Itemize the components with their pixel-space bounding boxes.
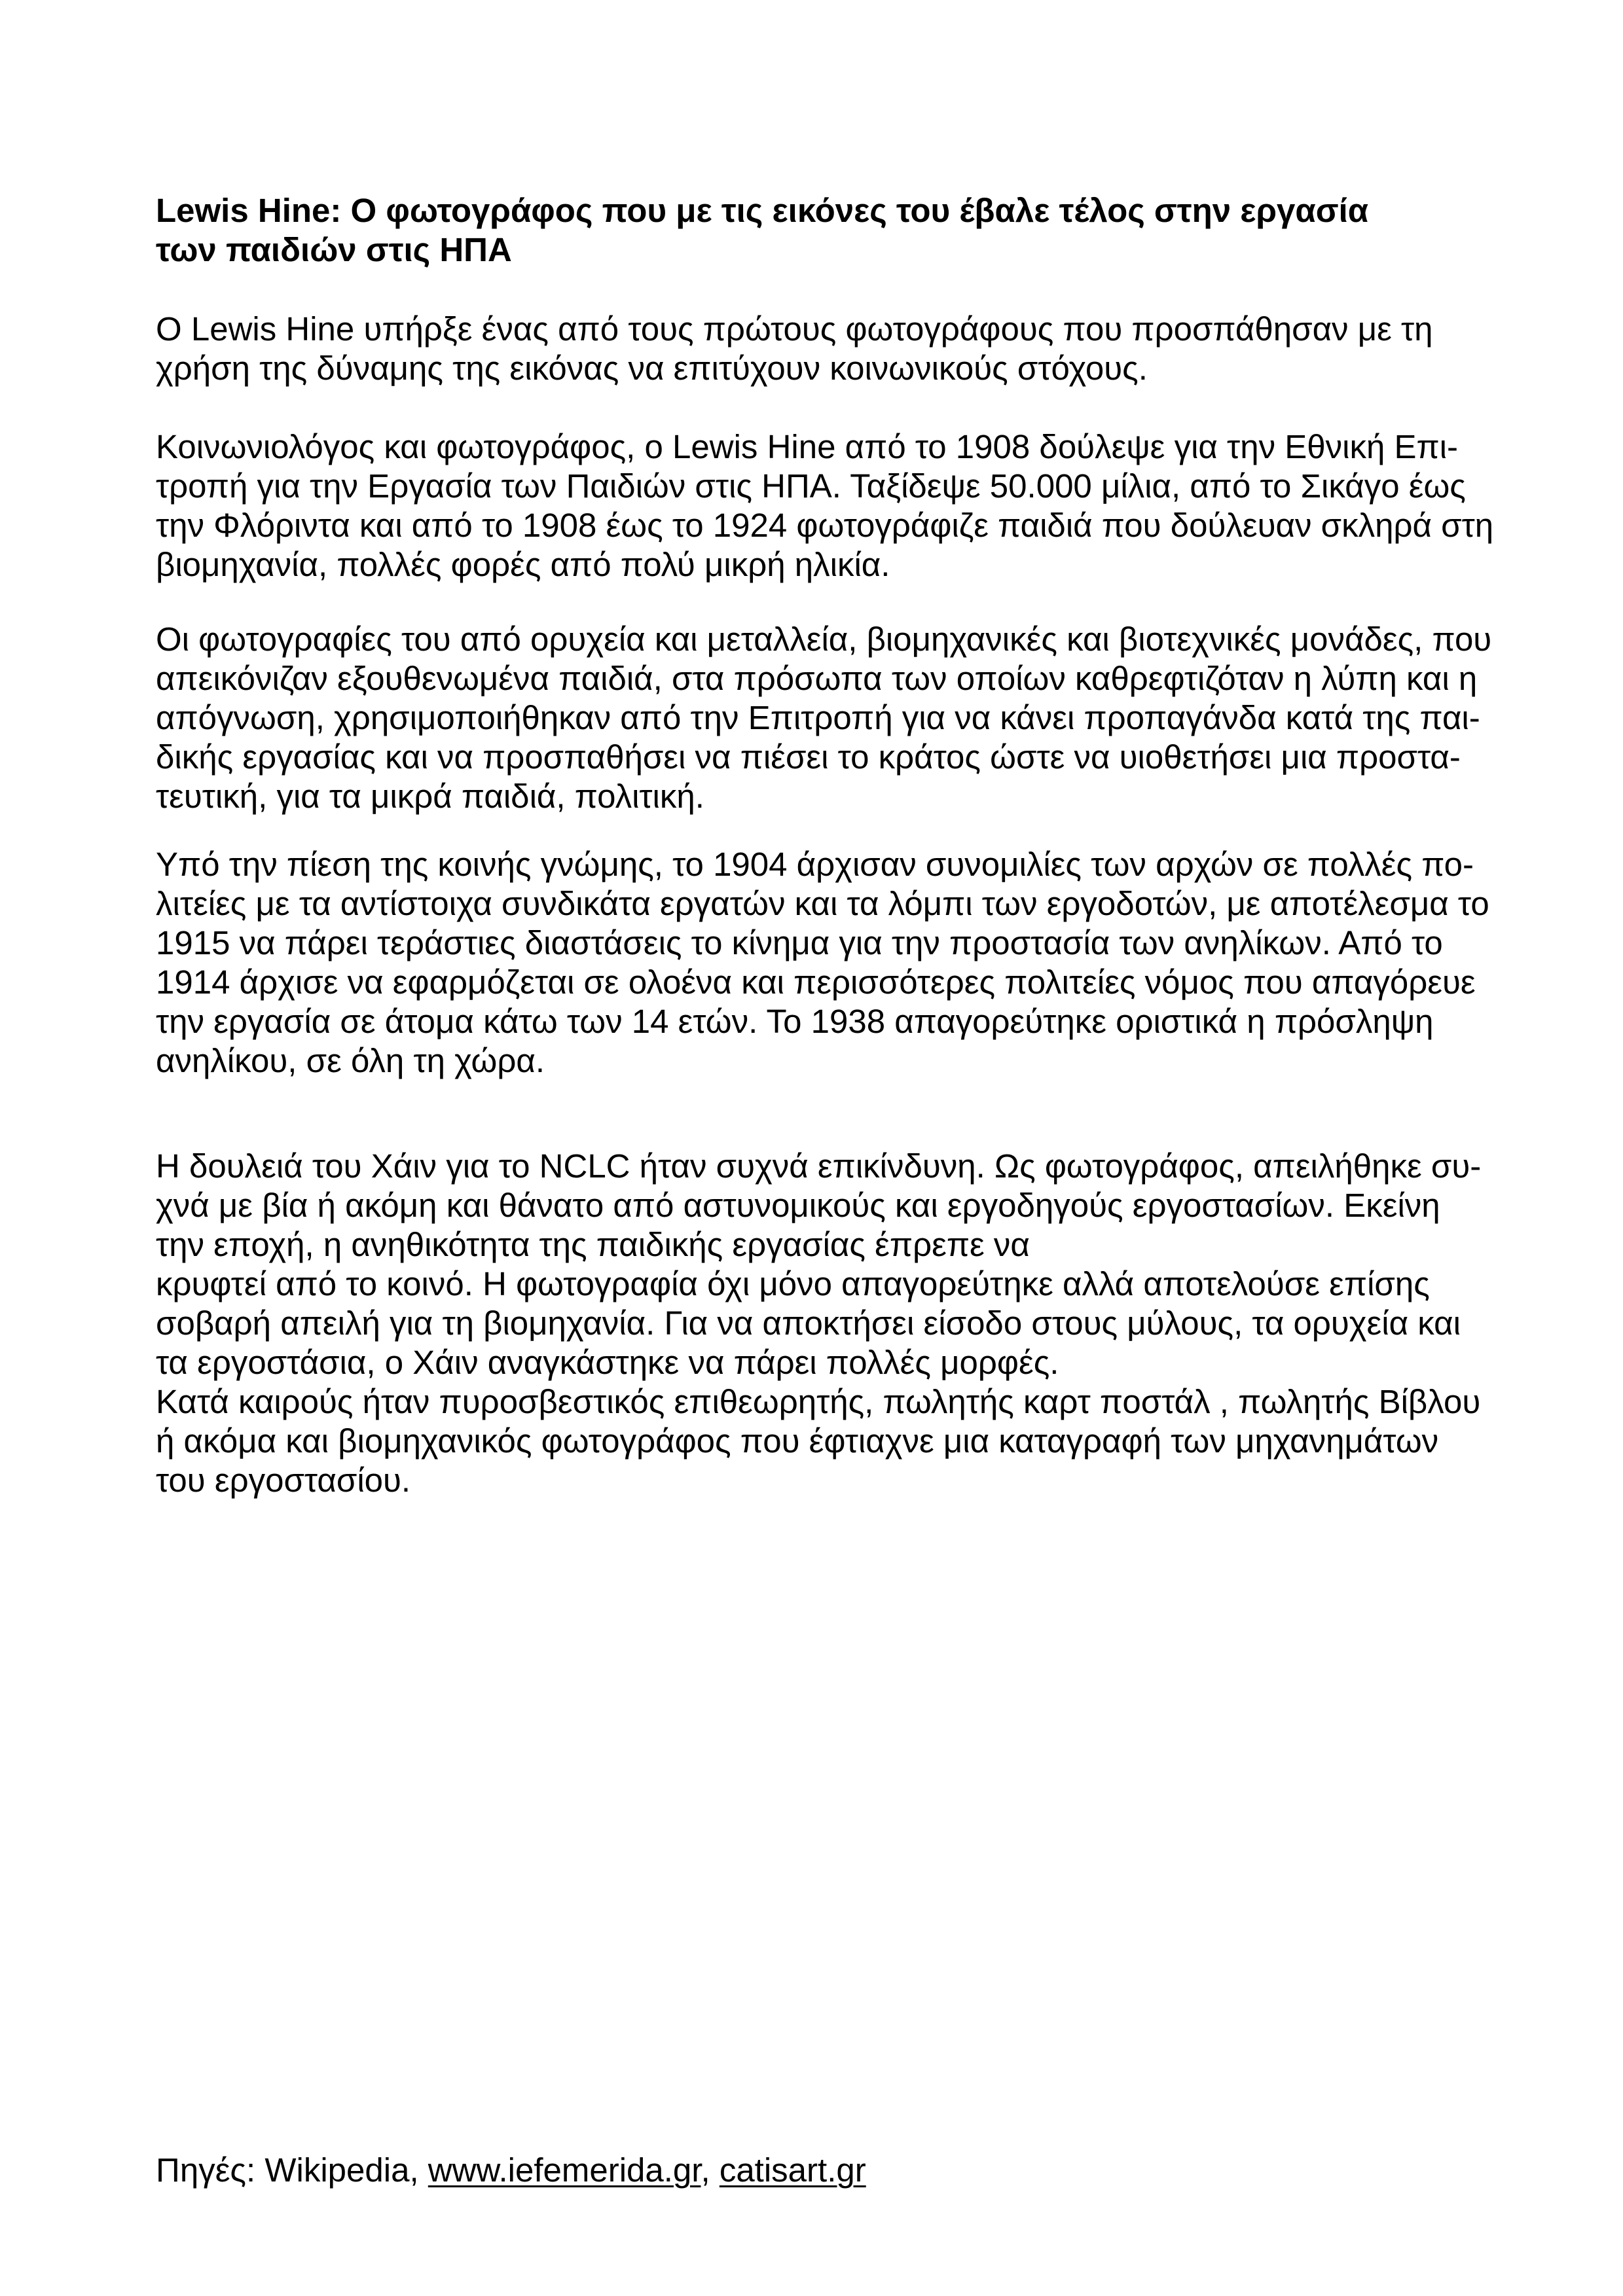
text-line: χρήση της δύναμης της εικόνας να επιτύχουν κοινωνικούς στόχους. <box>156 350 1148 387</box>
text-line: λιτείες με τα αντίστοιχα συνδικάτα εργατών και τα λόμπι των εργοδοτών, με αποτέλεσμα το <box>156 885 1489 922</box>
text-line: τα εργοστάσια, ο Χάιν αναγκάστηκε να πάρει πολλές μορφές. <box>156 1344 1059 1381</box>
source-link-catisart[interactable]: catisart.gr <box>719 2151 866 2189</box>
paragraph-photographs <box>156 620 1531 816</box>
text-line: ανηλίκου, σε όλη τη χώρα. <box>156 1042 545 1079</box>
source-wikipedia: Wikipedia <box>264 2151 410 2189</box>
article-title <box>156 191 1531 270</box>
text-line: την Φλόριντα και από το 1908 έως το 1924 φωτογράφιζε παιδιά που δούλευαν σκληρά στη <box>156 507 1494 544</box>
text-line: του εργοστασίου. <box>156 1462 411 1499</box>
text-line: Οι φωτογραφίες του από ορυχεία και μεταλλεία, βιομηχανικές και βιοτεχνικές μονάδες, που <box>156 620 1492 658</box>
text-line: σοβαρή απειλή για τη βιομηχανία. Για να αποκτήσει είσοδο στους μύλους, τα ορυχεία και <box>156 1304 1461 1342</box>
title-line: των παιδιών στις ΗΠΑ <box>156 231 512 268</box>
paragraph-biography <box>156 427 1531 584</box>
sources-label: Πηγές: <box>156 2151 265 2189</box>
text-line: 1914 άρχισε να εφαρμόζεται σε ολοένα και περισσότερες πολιτείες νόμος που απαγόρευε <box>156 963 1476 1001</box>
text-line: την εργασία σε άτομα κάτω των 14 ετών. Το 1938 απαγορεύτηκε οριστικά η πρόσληψη <box>156 1003 1434 1040</box>
text-line: ή ακόμα και βιομηχανικός φωτογράφος που έφτιαχνε μια καταγραφή των μηχανημάτων <box>156 1422 1439 1460</box>
text-line: δικής εργασίας και να προσπαθήσει να πιέσει το κράτος ώστε να υιοθετήσει μια προστα- <box>156 738 1461 776</box>
text-line: την εποχή, η ανηθικότητα της παιδικής εργασίας έπρεπε να <box>156 1226 1030 1263</box>
paragraph-intro <box>156 310 1531 388</box>
source-separator: , <box>701 2151 720 2189</box>
text-line: βιομηχανία, πολλές φορές από πολύ μικρή ηλικία. <box>156 546 890 583</box>
text-line: τευτική, για τα μικρά παιδιά, πολιτική. <box>156 778 704 815</box>
text-line: Ο Lewis Hine υπήρξε ένας από τους πρώτους φωτογράφους που προσπάθησαν με τη <box>156 310 1433 348</box>
text-line: Η δουλειά του Χάιν για το NCLC ήταν συχνά επικίνδυνη. Ως φωτογράφος, απειλήθηκε συ- <box>156 1147 1482 1185</box>
text-line: απεικόνιζαν εξουθενωμένα παιδιά, στα πρόσωπα των οποίων καθρεφτιζόταν η λύπη και η <box>156 660 1478 697</box>
paragraph-legislation <box>156 845 1531 1081</box>
text-line: Κοινωνιολόγος και φωτογράφος, ο Lewis Hine από το 1908 δούλεψε για την Εθνική Επι- <box>156 428 1458 465</box>
text-line: χνά με βία ή ακόμη και θάνατο από αστυνομικούς και εργοδηγούς εργοστασίων. Εκείνη <box>156 1187 1440 1224</box>
text-line: απόγνωση, χρησιμοποιήθηκαν από την Επιτροπή για να κάνει προπαγάνδα κατά της παι- <box>156 699 1480 736</box>
title-line: Lewis Hine: Ο φωτογράφος που με τις εικόνες του έβαλε τέλος στην εργασία <box>156 192 1369 229</box>
sources-footer <box>156 2151 1531 2190</box>
paragraph-disguises <box>156 1382 1531 1500</box>
sources-line <box>156 2151 1531 2190</box>
source-separator: , <box>409 2151 428 2189</box>
text-line: 1915 να πάρει τεράστιες διαστάσεις το κίνημα για την προστασία των ανηλίκων. Από το <box>156 924 1443 961</box>
paragraph-danger <box>156 1147 1531 1382</box>
text-line: κρυφτεί από το κοινό. Η φωτογραφία όχι μόνο απαγορεύτηκε αλλά αποτελούσε επίσης <box>156 1265 1430 1302</box>
text-line: Υπό την πίεση της κοινής γνώμης, το 1904 άρχισαν συνομιλίες των αρχών σε πολλές πο- <box>156 846 1474 883</box>
source-link-iefemerida[interactable]: www.iefemerida.gr <box>428 2151 701 2189</box>
text-line: Κατά καιρούς ήταν πυροσβεστικός επιθεωρητής, πωλητής καρτ ποστάλ , πωλητής Βίβλου <box>156 1383 1481 1420</box>
text-line: τροπή για την Εργασία των Παιδιών στις ΗΠΑ. Ταξίδεψε 50.000 μίλια, από το Σικάγο έως <box>156 467 1466 505</box>
